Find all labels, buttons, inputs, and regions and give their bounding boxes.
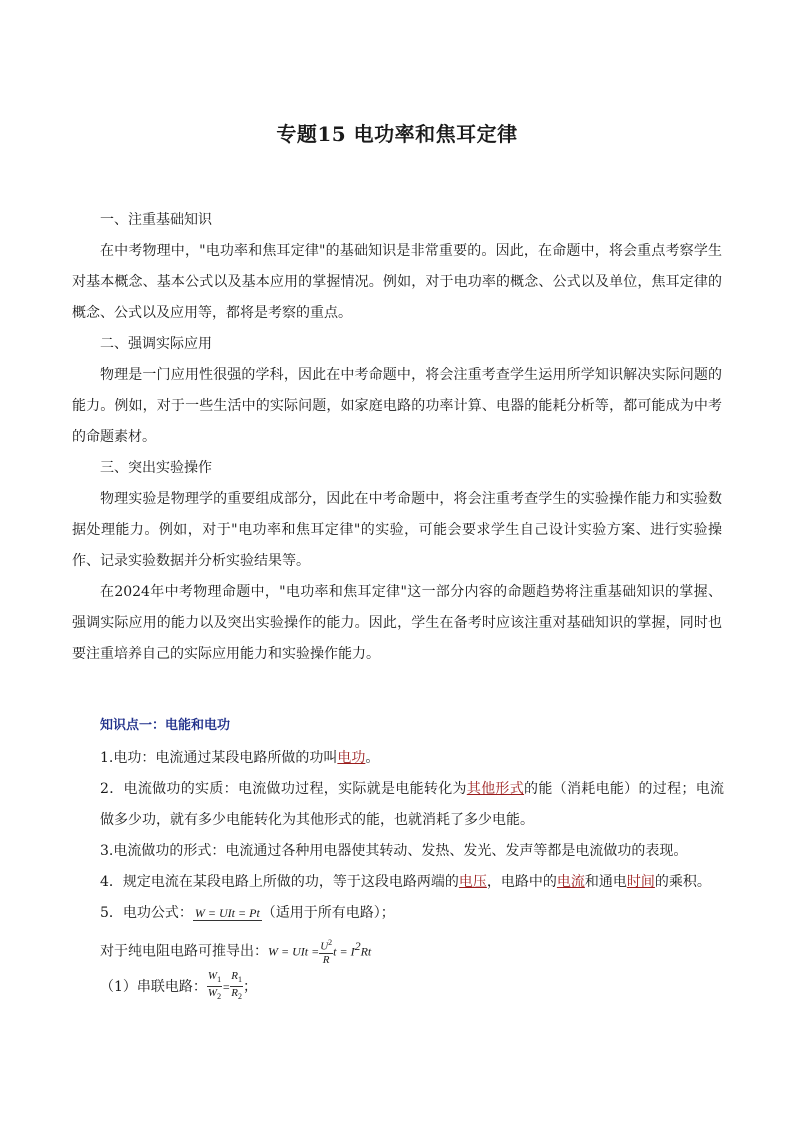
item-4-voltage: 电压 [458, 874, 487, 890]
item-1 [100, 743, 724, 774]
item-4-end: 的乘积。 [654, 874, 711, 890]
item-4 [100, 867, 724, 898]
item-4-mid-1: ，电路中的 [486, 874, 557, 890]
item-5-end: （适用于所有电路）； [261, 905, 395, 921]
item-2 [100, 774, 724, 836]
item-5-text: 5．电功公式： [100, 905, 193, 921]
item-1-underline: 电功 [337, 750, 366, 766]
series-ratio-r: $\frac{R_1}{R_2}$ [231, 969, 242, 1002]
item-4-text: 4．规定电流在某段电路上所做的功，等于这段电路两端的 [100, 874, 459, 890]
formula-part-2: t = I [333, 944, 355, 959]
formula-part-3: Rt [360, 944, 372, 959]
item-7-text: （1）串联电路： [100, 978, 207, 995]
section-text-2: 物理是一门应用性很强的学科，因此在中考命题中，将会注重考查学生运用所学知识解决实际问题的能力。例如，对于一些生活中的实际问题，如家庭电路的功率计算、电器的能耗分析等，都可能成为中考的命题素材。 [72, 367, 722, 445]
section-text-3: 物理实验是物理学的重要组成部分，因此在中考命题中，将会注重考查学生的实验操作能力和实验数据处理能力。例如，对于"电功率和焦耳定律"的实验，可能会要求学生自己设计实验方案、进行实验操作、记录实验数据并分析实验结果等。 [72, 491, 722, 569]
item-6-text: 对于纯电阻电路可推导出： [100, 943, 268, 960]
item-2-underline: 其他形式 [466, 781, 525, 797]
formula-fraction [319, 936, 333, 968]
section-heading-3: 三、突出实验操作 [100, 460, 212, 476]
section-text-1: 在中考物理中，"电功率和焦耳定律"的基础知识是非常重要的。因此，在命题中，将会重点考察学生对基本概念、基本公式以及基本应用的掌握情况。例如，对于电功率的概念、公式以及单位，焦耳定律的概念、公式以及应用等，都将是考察的重点。 [72, 243, 722, 321]
page-title: 专题15 电功率和焦耳定律 [276, 122, 518, 146]
intro-section [72, 205, 722, 670]
equals-sign: = [222, 979, 231, 994]
item-6 [100, 929, 724, 969]
series-ratio-w: $\frac{W_1}{W_2}$ [207, 969, 222, 1002]
item-7 [100, 969, 724, 1005]
section-heading-2: 二、强调实际应用 [100, 336, 212, 352]
knowledge-point-heading: 知识点一：电能和电功 [100, 718, 231, 733]
item-5 [100, 898, 724, 929]
item-1-end: 。 [365, 750, 380, 766]
item-7-end: ； [242, 978, 257, 995]
item-2-end: 的能（消耗电能）的过程；电流做多少功，就有多少电能转化为其他形式的能，也就消耗了多少电能。 [100, 781, 725, 828]
formula-part-1: W = UIt = [268, 944, 320, 959]
item-4-time: 时间 [626, 874, 655, 890]
summary-text: 在2024年中考物理命题中，"电功率和焦耳定律"这一部分内容的命题趋势将注重基础知识的掌握、强调实际应用的能力以及突出实验操作的能力。因此，学生在备考时应该注重对基础知识的掌握，同时也要注重培养自己的实际应用能力和实验操作能力。 [72, 584, 722, 662]
item-4-mid-2: 和通电 [584, 874, 627, 890]
knowledge-list [100, 743, 724, 1005]
item-2-text: 2．电流做功的实质：电流做功过程，实际就是电能转化为 [100, 781, 467, 797]
electric-work-formula: W = UIt = Pt [194, 906, 260, 920]
formula-exponent: 2 [354, 939, 361, 953]
fraction-numerator: $U^2$ [320, 937, 333, 953]
item-4-current: 电流 [556, 874, 585, 890]
item-3: 3.电流做功的形式：电流通过各种用电器使其转动、发热、发光、发声等都是电流做功的表现。 [100, 843, 688, 859]
fraction-denominator: R [322, 954, 330, 967]
section-heading-1: 一、注重基础知识 [100, 212, 212, 228]
item-1-text: 1.电功：电流通过某段电路所做的功叫 [100, 750, 338, 766]
